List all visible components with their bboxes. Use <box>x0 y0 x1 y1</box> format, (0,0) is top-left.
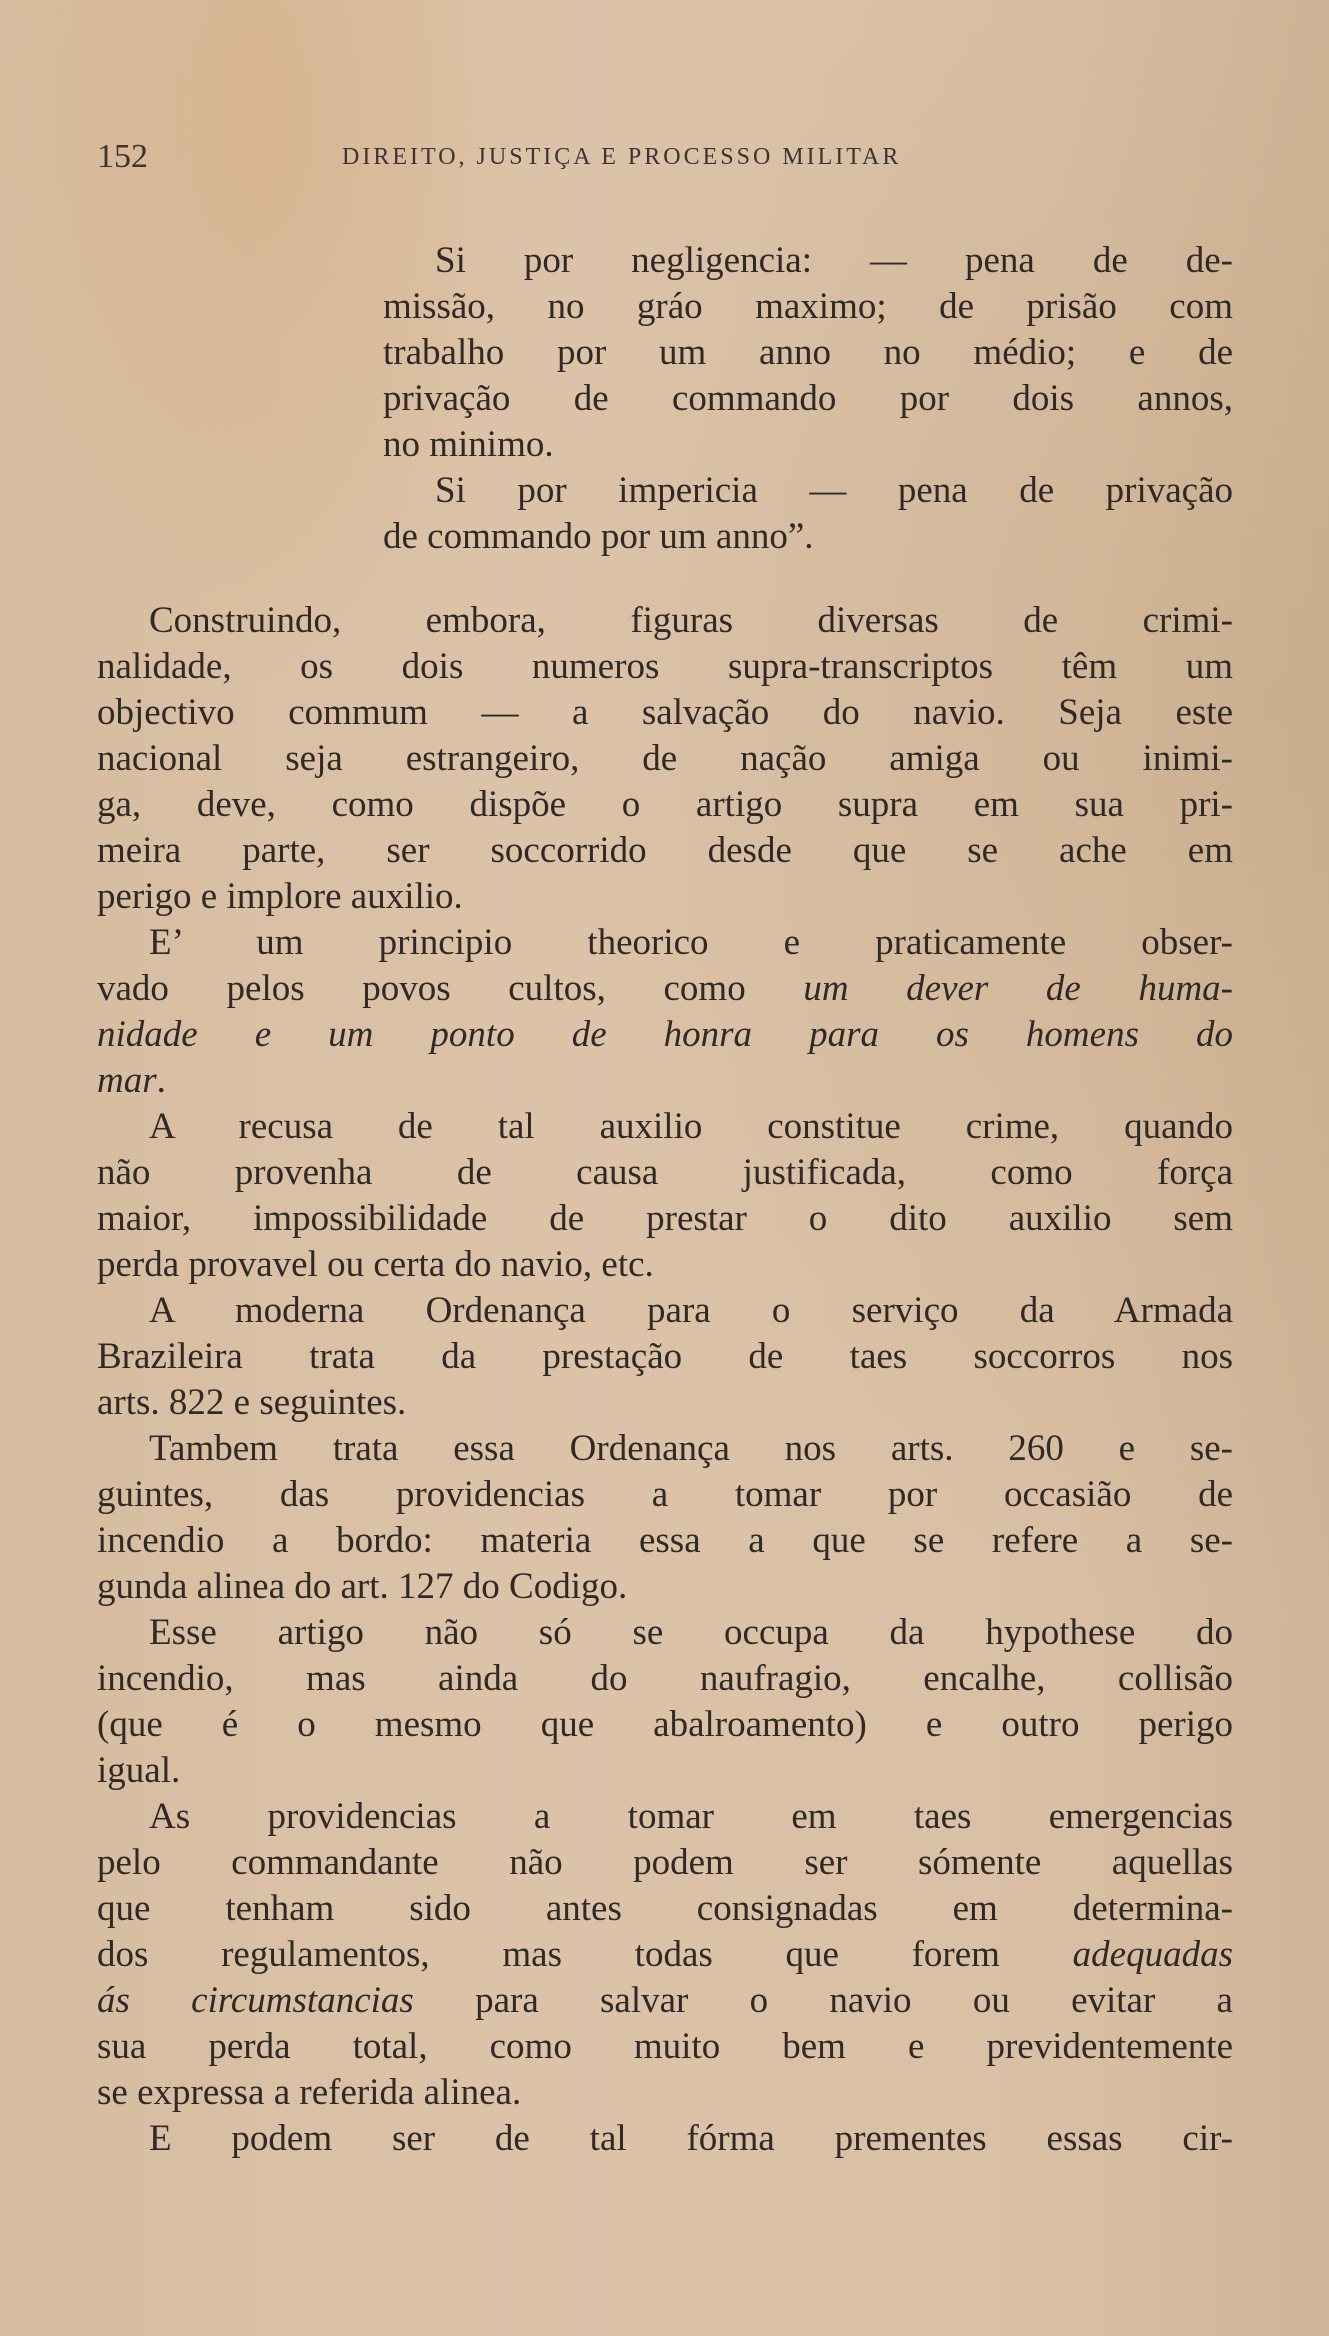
text-line: meira parte, ser soccorrido desde que se ache em <box>97 830 1233 871</box>
text-line: no minimo. <box>383 424 554 465</box>
text-line: (que é o mesmo que abalroamento) e outro perigo <box>97 1704 1233 1745</box>
quoted-passage <box>383 238 1233 560</box>
text-line: maior, impossibilidade de prestar o dito auxilio sem <box>97 1198 1233 1239</box>
paragraph <box>97 598 1233 920</box>
text-line: missão, no gráo maximo; de prisão com <box>383 286 1233 327</box>
page-header <box>97 138 1237 178</box>
paragraph <box>97 1288 1233 1426</box>
emphasis: mar <box>97 1060 157 1101</box>
text-line: perigo e implore auxilio. <box>97 876 463 917</box>
text-line: Si por impericia — pena de privação <box>435 470 1233 511</box>
text-line: de commando por um anno”. <box>383 516 814 557</box>
text-line: A recusa de tal auxilio constitue crime, quando <box>149 1106 1233 1147</box>
text-line: pelo commandante não podem ser sómente aquellas <box>97 1842 1233 1883</box>
emphasis: adequadas <box>1072 1934 1233 1975</box>
text-line: mar. <box>97 1060 166 1101</box>
text-line: A moderna Ordenança para o serviço da Armada <box>149 1290 1233 1331</box>
text-line: incendio a bordo: materia essa a que se refere a se- <box>97 1520 1233 1561</box>
text-line: E podem ser de tal fórma prementes essas cir- <box>149 2118 1233 2159</box>
text-line: sua perda total, como muito bem e previdentemente <box>97 2026 1233 2067</box>
text-line: trabalho por um anno no médio; e de <box>383 332 1233 373</box>
body-text <box>97 598 1233 2162</box>
text-line: objectivo commum — a salvação do navio. Seja este <box>97 692 1233 733</box>
text-line: gunda alinea do art. 127 do Codigo. <box>97 1566 628 1607</box>
quote-paragraph <box>383 238 1233 468</box>
text-line: guintes, das providencias a tomar por occasião de <box>97 1474 1233 1515</box>
text-line: arts. 822 e seguintes. <box>97 1382 407 1423</box>
text-line: Esse artigo não só se occupa da hypothese do <box>149 1612 1233 1653</box>
text-line <box>97 1012 1233 1058</box>
text-line: Construindo, embora, figuras diversas de crimi- <box>149 600 1233 641</box>
running-title: DIREITO, JUSTIÇA E PROCESSO MILITAR <box>342 144 902 170</box>
text-line: Si por negligencia: — pena de de- <box>435 240 1233 281</box>
text-line: não provenha de causa justificada, como força <box>97 1152 1233 1193</box>
text-line: vado pelos povos cultos, como um dever de huma- <box>97 968 1233 1009</box>
text-line: perda provavel ou certa do navio, etc. <box>97 1244 654 1285</box>
text-line: nacional seja estrangeiro, de nação amiga ou inimi- <box>97 738 1233 779</box>
text-line: ga, deve, como dispõe o artigo supra em sua pri- <box>97 784 1233 825</box>
emphasis: ás circumstancias <box>97 1980 414 2021</box>
page-number: 152 <box>97 138 148 175</box>
emphasis: nidade e um ponto de honra para os homens do <box>97 1014 1233 1055</box>
text-line: privação de commando por dois annos, <box>383 378 1233 419</box>
paragraph <box>97 920 1233 1104</box>
emphasis: um dever de huma- <box>803 968 1233 1009</box>
text-line: que tenham sido antes consignadas em determina- <box>97 1888 1233 1929</box>
text-line: E’ um principio theorico e praticamente obser- <box>149 922 1233 963</box>
text-line: se expressa a referida alinea. <box>97 2072 522 2113</box>
quote-paragraph <box>383 468 1233 560</box>
text-line: dos regulamentos, mas todas que forem adequadas <box>97 1934 1233 1975</box>
text-line: igual. <box>97 1750 181 1791</box>
text-line: ás circumstancias para salvar o navio ou evitar a <box>97 1980 1233 2021</box>
paragraph <box>97 1104 1233 1288</box>
paragraph <box>97 2116 1233 2162</box>
text-line: As providencias a tomar em taes emergencias <box>149 1796 1233 1837</box>
text-line: Brazileira trata da prestação de taes soccorros nos <box>97 1336 1233 1377</box>
paragraph <box>97 1794 1233 2116</box>
text-line: Tambem trata essa Ordenança nos arts. 260 e se- <box>149 1428 1233 1469</box>
paragraph <box>97 1610 1233 1794</box>
paragraph <box>97 1426 1233 1610</box>
text-line: incendio, mas ainda do naufragio, encalhe, collisão <box>97 1658 1233 1699</box>
text-line: nalidade, os dois numeros supra-transcriptos têm um <box>97 646 1233 687</box>
